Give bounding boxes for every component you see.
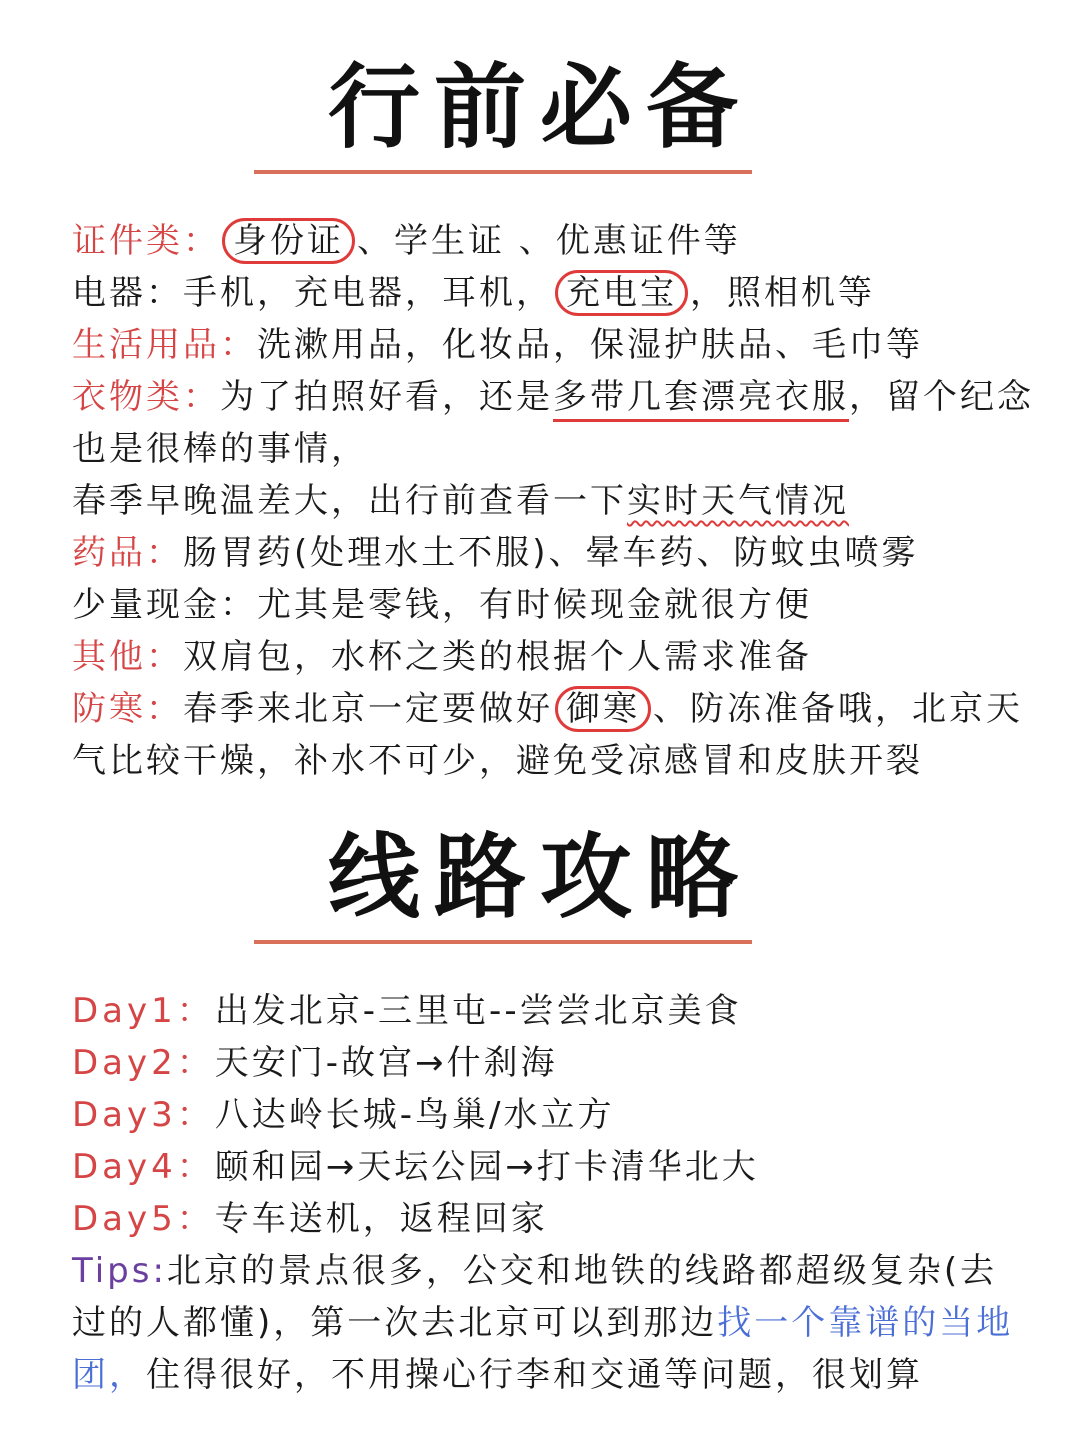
item-text: 洗漱用品，化妆品，保湿护肤品、毛巾等	[257, 325, 923, 365]
item-label: 药品：	[72, 533, 183, 573]
list-item	[72, 319, 1022, 371]
circled-highlight: 身份证	[222, 218, 355, 264]
day-label: Day5：	[72, 1199, 215, 1239]
title-underline-rule	[254, 940, 752, 944]
list-item	[72, 579, 1022, 631]
tips-label: Tips:	[72, 1251, 167, 1291]
item-text: 电器：手机，充电器，耳机，	[72, 273, 553, 313]
item-text: 、防冻准备哦，北京天	[653, 689, 1023, 729]
item-label: 防寒：	[72, 689, 183, 729]
item-label: 其他：	[72, 637, 183, 677]
day-text: 出发北京-三里屯--尝尝北京美食	[214, 991, 742, 1031]
tips-text: 北京的景点很多，公交和地铁的线路都超级复杂(去	[166, 1251, 998, 1291]
day-text: 专车送机，返程回家	[214, 1199, 548, 1239]
list-item	[72, 475, 1022, 527]
item-text: 为了拍照好看，还是	[220, 377, 553, 417]
list-item	[72, 683, 1022, 735]
wavy-underlined-highlight: 实时天气情况	[627, 481, 849, 521]
day-label: Day1：	[72, 991, 215, 1031]
item-label: 衣物类：	[72, 377, 220, 417]
tips-line	[72, 1245, 1022, 1297]
day-text: 天安门-故宫→什刹海	[214, 1043, 558, 1083]
item-label: 生活用品：	[72, 325, 257, 365]
item-text: 少量现金：尤其是零钱，有时候现金就很方便	[72, 585, 812, 625]
circled-highlight: 充电宝	[555, 270, 688, 316]
preparation-list	[72, 215, 1034, 787]
underlined-highlight: 多带几套漂亮衣服	[553, 377, 849, 422]
tips-highlight: 找一个靠谱的当地	[717, 1303, 1014, 1343]
tips-text: 住得很好，不用操心行李和交通等问题，很划算	[146, 1355, 923, 1395]
item-text: 春季早晚温差大，出行前查看一下	[72, 481, 627, 521]
list-item	[72, 423, 1022, 475]
list-item	[72, 527, 1022, 579]
list-item	[72, 215, 1022, 267]
day-item	[72, 985, 1022, 1037]
list-item	[72, 735, 1022, 787]
day-item	[72, 1037, 1022, 1089]
item-text: 也是很棒的事情，	[72, 429, 368, 469]
item-text: 、学生证 、优惠证件等	[357, 221, 741, 261]
item-text: 双肩包，水杯之类的根据个人需求准备	[183, 637, 812, 677]
day-label: Day2：	[72, 1043, 215, 1083]
tips-line	[72, 1297, 1022, 1349]
day-item	[72, 1193, 1022, 1245]
day-label: Day3：	[72, 1095, 215, 1135]
tips-text: 过的人都懂)，第一次去北京可以到那边	[72, 1303, 718, 1343]
day-text: 颐和园→天坛公园→打卡清华北大	[214, 1147, 759, 1187]
item-text: 气比较干燥，补水不可少，避免受凉感冒和皮肤开裂	[72, 741, 923, 781]
day-item	[72, 1141, 1022, 1193]
item-text: 肠胃药(处理水土不服)、晕车药、防蚊虫喷雾	[183, 533, 919, 573]
title-underline-rule	[254, 170, 752, 174]
day-item	[72, 1089, 1022, 1141]
item-label: 证件类：	[72, 221, 220, 261]
route-list	[72, 985, 1022, 1401]
day-text: 八达岭长城-鸟巢/水立方	[214, 1095, 615, 1135]
tips-line	[72, 1349, 1022, 1401]
section-title-preparation: 行前必备	[327, 54, 752, 161]
list-item	[72, 631, 1022, 683]
list-item	[72, 267, 1022, 319]
circled-highlight: 御寒	[555, 686, 651, 732]
section-title-route: 线路攻略	[327, 824, 752, 931]
tips-highlight: 团，	[72, 1355, 146, 1395]
item-text: ，照相机等	[690, 273, 875, 313]
list-item	[72, 371, 1034, 423]
item-text: 春季来北京一定要做好	[183, 689, 553, 729]
item-text: ，留个纪念	[849, 377, 1034, 417]
day-label: Day4：	[72, 1147, 215, 1187]
